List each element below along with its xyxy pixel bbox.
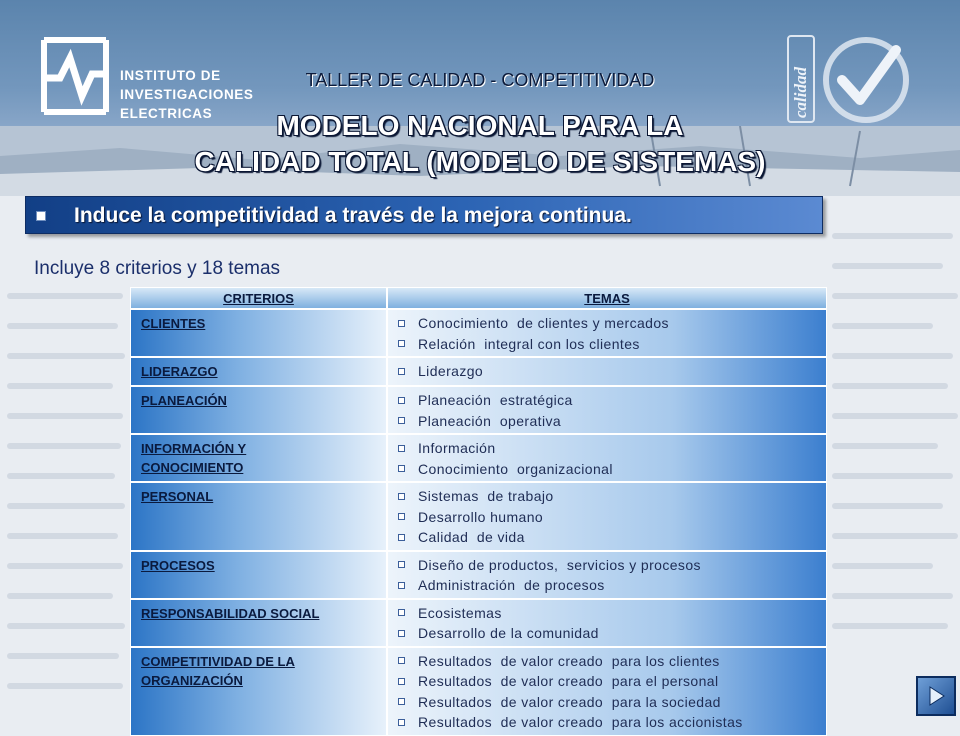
tema-item <box>398 712 820 733</box>
table-row <box>130 309 827 357</box>
square-bullet-icon <box>398 320 405 327</box>
workshop-label: TALLER DE CALIDAD - COMPETITIVIDAD <box>305 70 655 90</box>
header-banner <box>0 0 960 196</box>
square-bullet-icon <box>398 582 405 589</box>
table-row <box>130 434 827 482</box>
table-row <box>130 357 827 386</box>
next-arrow-icon <box>924 684 948 708</box>
square-bullet-icon <box>398 630 405 637</box>
temas-cell <box>387 599 827 647</box>
square-bullet-icon <box>398 493 405 500</box>
tema-label: Resultados de valor creado para la sociedad <box>418 693 721 710</box>
tema-label: Planeación operativa <box>418 412 562 429</box>
header-criterios: CRITERIOS <box>130 287 387 309</box>
square-bullet-icon <box>398 609 405 616</box>
tema-item <box>398 671 820 692</box>
table-row <box>130 386 827 434</box>
next-slide-button[interactable] <box>916 676 956 716</box>
table-body <box>130 309 827 736</box>
criterio-cell <box>130 434 387 482</box>
table-row <box>130 599 827 647</box>
header-temas: TEMAS <box>387 287 827 309</box>
square-bullet-icon <box>398 678 405 685</box>
square-bullet-icon <box>398 534 405 541</box>
tema-label: Información <box>418 440 496 457</box>
criterio-label: LIDERAZGO <box>141 364 218 379</box>
tema-item <box>398 438 820 459</box>
square-bullet-icon <box>398 397 405 404</box>
tema-item <box>398 555 820 576</box>
criterio-label: PLANEACIÓN <box>141 393 227 408</box>
square-bullet-icon <box>398 513 405 520</box>
calidad-logo-text: calidad <box>791 67 810 118</box>
table-header-row <box>130 287 827 309</box>
square-bullet-icon <box>398 340 405 347</box>
criterio-label: CLIENTES <box>141 316 206 331</box>
square-bullet-icon <box>398 657 405 664</box>
criterio-label: RESPONSABILIDAD SOCIAL <box>141 605 320 621</box>
tema-label: Liderazgo <box>418 363 484 380</box>
square-bullet-icon <box>36 211 46 221</box>
criterio-label: ORGANIZACIÓN <box>141 672 243 688</box>
tema-item <box>398 527 820 548</box>
tema-label: Resultados de valor creado para los accionistas <box>418 714 743 731</box>
square-bullet-icon <box>398 698 405 705</box>
square-bullet-icon <box>398 445 405 452</box>
criterio-label: INFORMACIÓN Y <box>141 441 247 456</box>
tema-label: Planeación estratégica <box>418 392 573 409</box>
tema-item <box>398 486 820 507</box>
square-bullet-icon <box>398 417 405 424</box>
tema-label: Resultados de valor creado para los clientes <box>418 652 720 669</box>
criterio-label: COMPETITIVIDAD DE LA <box>141 653 295 669</box>
intro-text: Incluye 8 criterios y 18 temas <box>34 258 281 279</box>
page-title <box>80 108 880 180</box>
criterio-cell <box>130 309 387 357</box>
title-line-1: MODELO NACIONAL PARA LA <box>276 110 684 141</box>
criterio-label: PROCESOS <box>141 557 215 573</box>
criterio-label: CONOCIMIENTO <box>141 460 244 475</box>
subtitle-bar <box>25 196 823 234</box>
square-bullet-icon <box>398 368 405 375</box>
tema-label: Relación integral con los clientes <box>418 335 640 352</box>
temas-cell <box>387 309 827 357</box>
criterio-cell <box>130 599 387 647</box>
tema-item <box>398 390 820 411</box>
tema-label: Administración de procesos <box>418 577 605 594</box>
title-line-2: CALIDAD TOTAL (MODELO DE SISTEMAS) <box>194 146 766 177</box>
temas-cell <box>387 357 827 386</box>
tema-label: Diseño de productos, servicios y procesos <box>418 556 701 573</box>
tema-item <box>398 603 820 624</box>
table-row <box>130 551 827 599</box>
temas-cell <box>387 386 827 434</box>
table-row <box>130 482 827 551</box>
temas-cell <box>387 434 827 482</box>
tema-item <box>398 411 820 432</box>
iie-logo-icon <box>40 34 110 118</box>
temas-cell <box>387 551 827 599</box>
tema-item <box>398 313 820 334</box>
criterio-cell <box>130 482 387 551</box>
institute-line: INVESTIGACIONES <box>120 87 254 102</box>
criteria-table <box>130 287 827 736</box>
table-row <box>130 647 827 736</box>
square-bullet-icon <box>398 465 405 472</box>
tema-item <box>398 623 820 644</box>
tema-label: Sistemas de trabajo <box>418 488 554 505</box>
tema-item <box>398 459 820 480</box>
temas-cell <box>387 482 827 551</box>
tema-label: Ecosistemas <box>418 604 502 621</box>
tema-label: Desarrollo humano <box>418 508 544 525</box>
criterio-cell <box>130 551 387 599</box>
temas-cell <box>387 647 827 736</box>
tema-item <box>398 651 820 672</box>
criterio-cell <box>130 357 387 386</box>
tema-label: Conocimiento organizacional <box>418 460 613 477</box>
tema-label: Desarrollo de la comunidad <box>418 625 599 642</box>
institute-line: ELECTRICAS <box>120 106 213 121</box>
tema-label: Conocimiento de clientes y mercados <box>418 315 669 332</box>
tema-item <box>398 575 820 596</box>
tema-label: Calidad de vida <box>418 529 525 546</box>
tema-item <box>398 334 820 355</box>
tema-item <box>398 507 820 528</box>
criterio-cell <box>130 386 387 434</box>
tema-item <box>398 692 820 713</box>
criterio-label: PERSONAL <box>141 489 214 504</box>
tema-label: Resultados de valor creado para el personal <box>418 673 719 690</box>
institute-line: INSTITUTO DE <box>120 68 221 83</box>
criterio-cell <box>130 647 387 736</box>
square-bullet-icon <box>398 561 405 568</box>
subtitle-text: Induce la competitividad a través de la mejora continua. <box>74 204 632 227</box>
tema-item <box>398 361 820 382</box>
